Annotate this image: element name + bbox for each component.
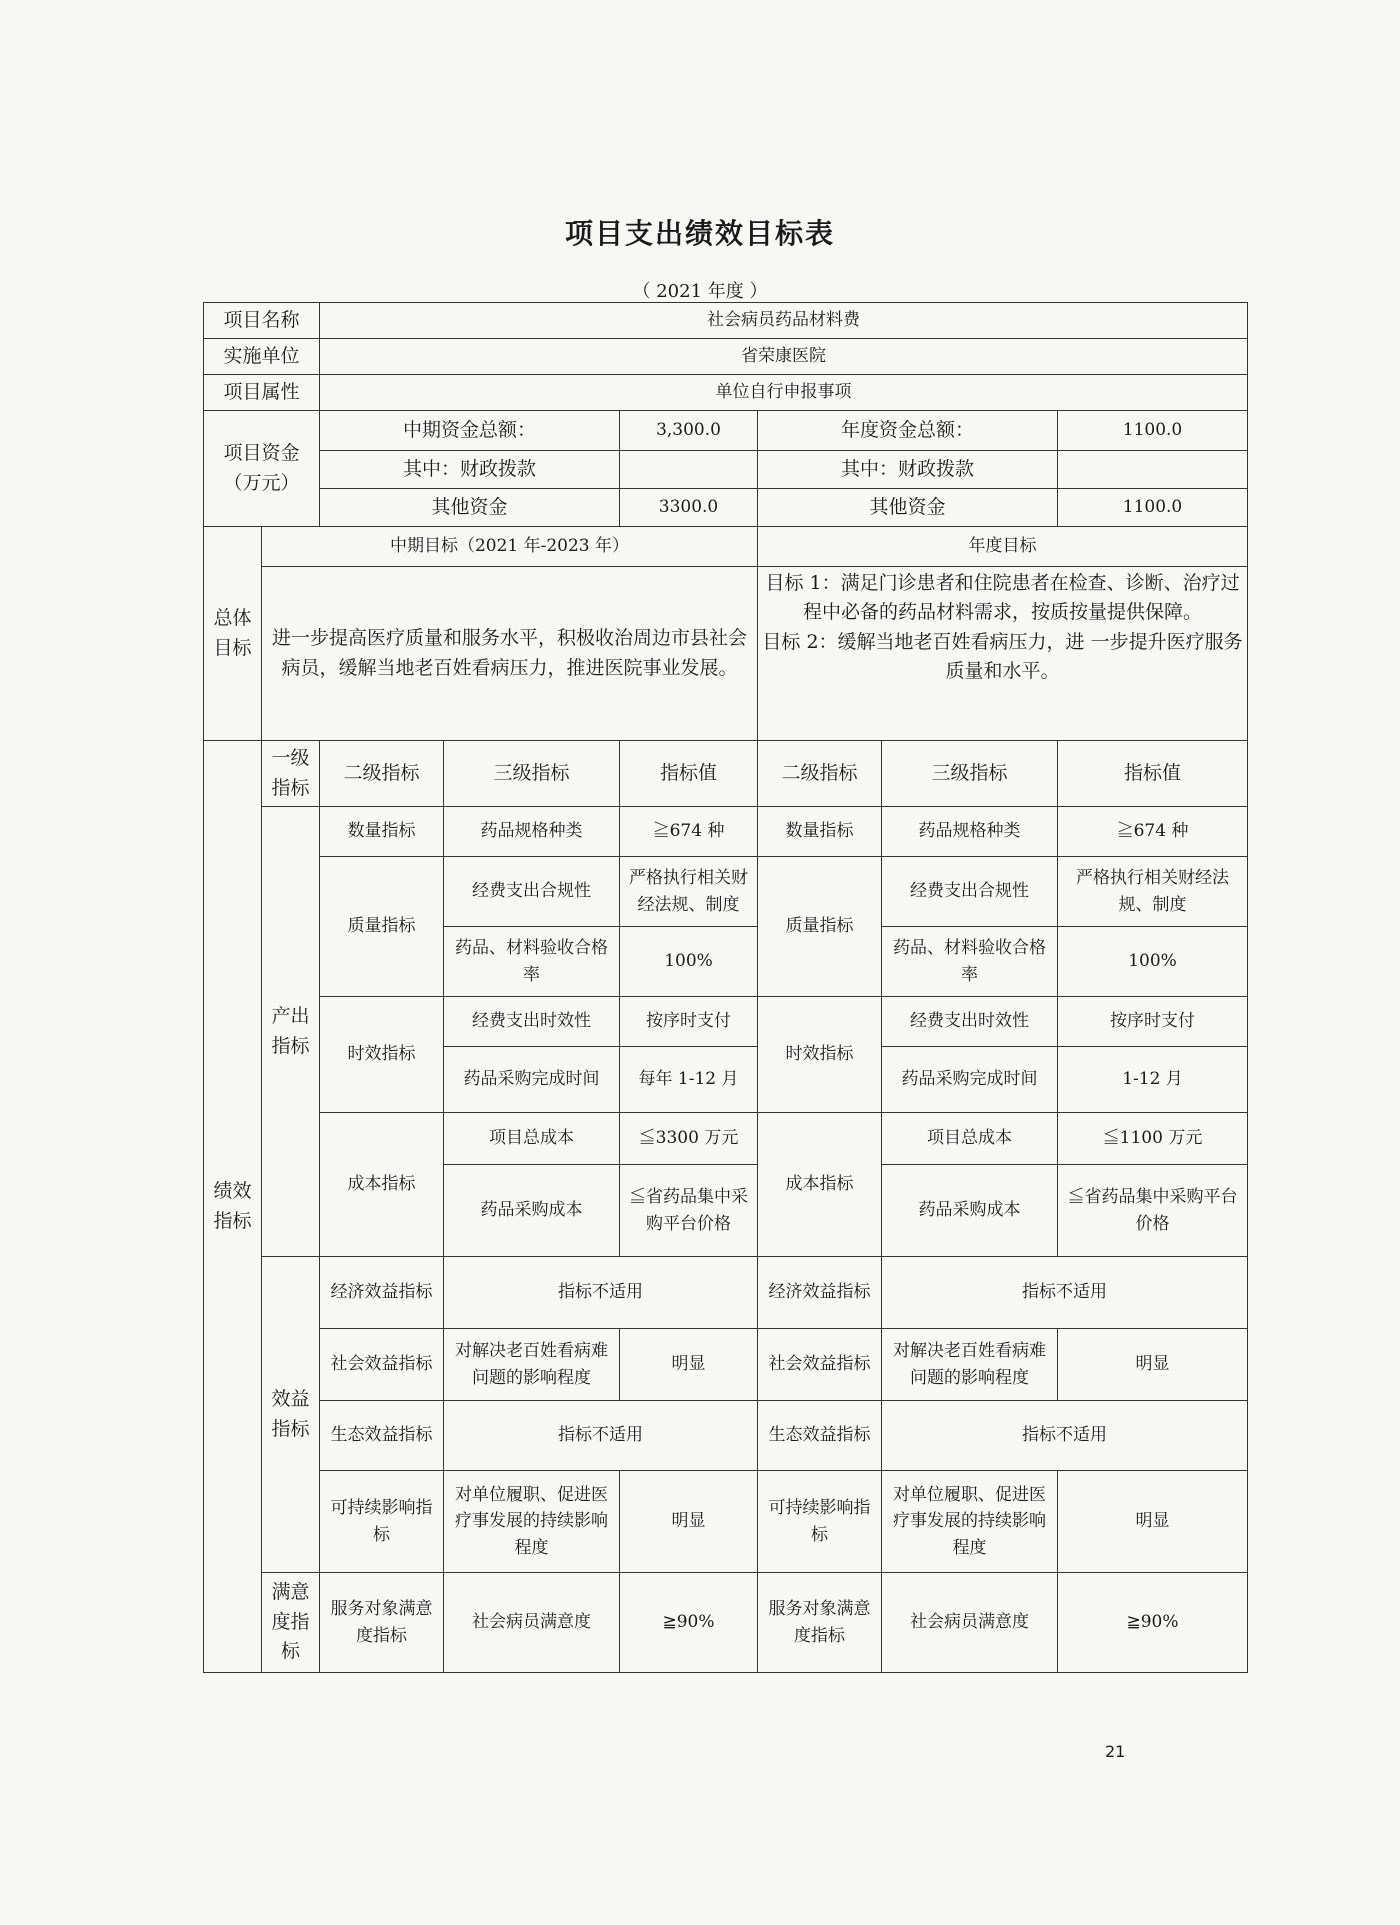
- quantity-label-mid: 数量指标: [320, 807, 444, 857]
- sustainable-value-year: 明显: [1058, 1471, 1248, 1573]
- ecological-label-mid: 生态效益指标: [320, 1401, 444, 1471]
- quantity-l3-mid: 药品规格种类: [444, 807, 620, 857]
- row-cost-1: [204, 1113, 1248, 1165]
- satisfaction-indicator-label: 满意度指标: [262, 1573, 320, 1673]
- year-goal-1: 目标 1：满足门诊患者和住院患者在检查、诊断、治疗过程中必备的药品材料需求，按质按量提供保障。: [765, 572, 1240, 624]
- sustainable-l3-year: 对单位履职、促进医疗事发展的持续影响程度: [882, 1471, 1058, 1573]
- service-value-year: ≧90%: [1058, 1573, 1248, 1673]
- cost-label-year: 成本指标: [758, 1113, 882, 1257]
- row-sustainable: [204, 1471, 1248, 1573]
- row-funds-other: [204, 489, 1248, 527]
- time-value-2-mid: 每年 1-12 月: [620, 1047, 758, 1113]
- service-l3-year: 社会病员满意度: [882, 1573, 1058, 1673]
- time-value-2-year: 1-12 月: [1058, 1047, 1248, 1113]
- year-goal-2: 目标 2：缓解当地老百姓看病压力，进 一步提升医疗服务质量和水平。: [762, 630, 1243, 683]
- header-level3-year: 三级指标: [882, 741, 1058, 807]
- social-label-mid: 社会效益指标: [320, 1329, 444, 1401]
- header-value-mid: 指标值: [620, 741, 758, 807]
- header-level1: 一级指标: [262, 741, 320, 807]
- attr-value: 单位自行申报事项: [320, 375, 1248, 411]
- quantity-value-mid: ≧674 种: [620, 807, 758, 857]
- service-label-mid: 服务对象满意度指标: [320, 1573, 444, 1673]
- overall-goal-label: 总体目标: [204, 527, 262, 741]
- output-indicator-label: 产出指标: [262, 807, 320, 1257]
- year-other-label: 其他资金: [758, 489, 1058, 527]
- year-goal-text: [758, 567, 1248, 741]
- row-satisfaction: [204, 1573, 1248, 1673]
- quantity-value-year: ≧674 种: [1058, 807, 1248, 857]
- header-level2-year: 二级指标: [758, 741, 882, 807]
- year-total-label: 年度资金总额：: [758, 411, 1058, 451]
- economic-value-mid: 指标不适用: [444, 1257, 758, 1329]
- ecological-value-mid: 指标不适用: [444, 1401, 758, 1471]
- quality-value-1-year: 严格执行相关财经法规、制度: [1058, 857, 1248, 927]
- row-economic: [204, 1257, 1248, 1329]
- time-l3-2-year: 药品采购完成时间: [882, 1047, 1058, 1113]
- economic-label-mid: 经济效益指标: [320, 1257, 444, 1329]
- mid-other-value: 3300.0: [620, 489, 758, 527]
- year-goal-header: 年度目标: [758, 527, 1248, 567]
- header-value-year: 指标值: [1058, 741, 1248, 807]
- row-attr: [204, 375, 1248, 411]
- time-l3-1-mid: 经费支出时效性: [444, 997, 620, 1047]
- sustainable-label-year: 可持续影响指标: [758, 1471, 882, 1573]
- project-name-value: 社会病员药品材料费: [320, 303, 1248, 339]
- performance-target-table: [203, 302, 1248, 1673]
- row-quantity: [204, 807, 1248, 857]
- mid-fiscal-value: [620, 451, 758, 489]
- header-level3-mid: 三级指标: [444, 741, 620, 807]
- service-label-year: 服务对象满意度指标: [758, 1573, 882, 1673]
- row-time-1: [204, 997, 1248, 1047]
- quality-l3-2-mid: 药品、材料验收合格率: [444, 927, 620, 997]
- cost-value-1-mid: ≦3300 万元: [620, 1113, 758, 1165]
- unit-value: 省荣康医院: [320, 339, 1248, 375]
- row-funds-fiscal: [204, 451, 1248, 489]
- funds-label: 项目资金（万元）: [204, 411, 320, 527]
- mid-goal-text: 进一步提高医疗质量和服务水平，积极收治周边市县社会病员，缓解当地老百姓看病压力，推进医院事业发展。: [262, 567, 758, 741]
- benefit-indicator-label: 效益指标: [262, 1257, 320, 1573]
- year-other-value: 1100.0: [1058, 489, 1248, 527]
- time-l3-1-year: 经费支出时效性: [882, 997, 1058, 1047]
- mid-total-value: 3,300.0: [620, 411, 758, 451]
- cost-value-1-year: ≦1100 万元: [1058, 1113, 1248, 1165]
- row-goal-text: [204, 567, 1248, 741]
- quality-label-mid: 质量指标: [320, 857, 444, 997]
- quality-label-year: 质量指标: [758, 857, 882, 997]
- quality-l3-1-mid: 经费支出合规性: [444, 857, 620, 927]
- page-number: 21: [1105, 1742, 1126, 1761]
- time-label-year: 时效指标: [758, 997, 882, 1113]
- social-label-year: 社会效益指标: [758, 1329, 882, 1401]
- time-l3-2-mid: 药品采购完成时间: [444, 1047, 620, 1113]
- sustainable-l3-mid: 对单位履职、促进医疗事发展的持续影响程度: [444, 1471, 620, 1573]
- quality-l3-2-year: 药品、材料验收合格率: [882, 927, 1058, 997]
- cost-l3-2-mid: 药品采购成本: [444, 1165, 620, 1257]
- time-value-1-year: 按序时支付: [1058, 997, 1248, 1047]
- row-funds-total: [204, 411, 1248, 451]
- cost-value-2-mid: ≦省药品集中采购平台价格: [620, 1165, 758, 1257]
- project-name-label: 项目名称: [204, 303, 320, 339]
- social-value-mid: 明显: [620, 1329, 758, 1401]
- cost-l3-2-year: 药品采购成本: [882, 1165, 1058, 1257]
- row-indicator-headers: [204, 741, 1248, 807]
- attr-label: 项目属性: [204, 375, 320, 411]
- page-subtitle: （ 2021 年度 ）: [632, 281, 768, 302]
- page-title: 项目支出绩效目标表: [564, 217, 835, 250]
- ecological-label-year: 生态效益指标: [758, 1401, 882, 1471]
- year-fiscal-label: 其中：财政拨款: [758, 451, 1058, 489]
- header-level2-mid: 二级指标: [320, 741, 444, 807]
- row-quality-1: [204, 857, 1248, 927]
- time-value-1-mid: 按序时支付: [620, 997, 758, 1047]
- economic-label-year: 经济效益指标: [758, 1257, 882, 1329]
- row-goal-headers: [204, 527, 1248, 567]
- quality-value-1-mid: 严格执行相关财经法规、制度: [620, 857, 758, 927]
- sustainable-label-mid: 可持续影响指标: [320, 1471, 444, 1573]
- time-label-mid: 时效指标: [320, 997, 444, 1113]
- mid-goal-header: 中期目标（2021 年-2023 年）: [262, 527, 758, 567]
- ecological-value-year: 指标不适用: [882, 1401, 1248, 1471]
- quality-value-2-year: 100%: [1058, 927, 1248, 997]
- unit-label: 实施单位: [204, 339, 320, 375]
- quantity-label-year: 数量指标: [758, 807, 882, 857]
- cost-value-2-year: ≦省药品集中采购平台价格: [1058, 1165, 1248, 1257]
- year-total-value: 1100.0: [1058, 411, 1248, 451]
- mid-other-label: 其他资金: [320, 489, 620, 527]
- row-unit: [204, 339, 1248, 375]
- row-project-name: [204, 303, 1248, 339]
- quality-value-2-mid: 100%: [620, 927, 758, 997]
- service-l3-mid: 社会病员满意度: [444, 1573, 620, 1673]
- social-value-year: 明显: [1058, 1329, 1248, 1401]
- row-ecological: [204, 1401, 1248, 1471]
- mid-total-label: 中期资金总额：: [320, 411, 620, 451]
- economic-value-year: 指标不适用: [882, 1257, 1248, 1329]
- service-value-mid: ≧90%: [620, 1573, 758, 1673]
- row-social: [204, 1329, 1248, 1401]
- quantity-l3-year: 药品规格种类: [882, 807, 1058, 857]
- year-fiscal-value: [1058, 451, 1248, 489]
- mid-fiscal-label: 其中：财政拨款: [320, 451, 620, 489]
- performance-table-wrapper: [203, 302, 1247, 1673]
- quality-l3-1-year: 经费支出合规性: [882, 857, 1058, 927]
- cost-l3-1-year: 项目总成本: [882, 1113, 1058, 1165]
- cost-label-mid: 成本指标: [320, 1113, 444, 1257]
- cost-l3-1-mid: 项目总成本: [444, 1113, 620, 1165]
- social-l3-mid: 对解决老百姓看病难问题的影响程度: [444, 1329, 620, 1401]
- sustainable-value-mid: 明显: [620, 1471, 758, 1573]
- social-l3-year: 对解决老百姓看病难问题的影响程度: [882, 1329, 1058, 1401]
- performance-indicator-label: 绩效指标: [204, 741, 262, 1673]
